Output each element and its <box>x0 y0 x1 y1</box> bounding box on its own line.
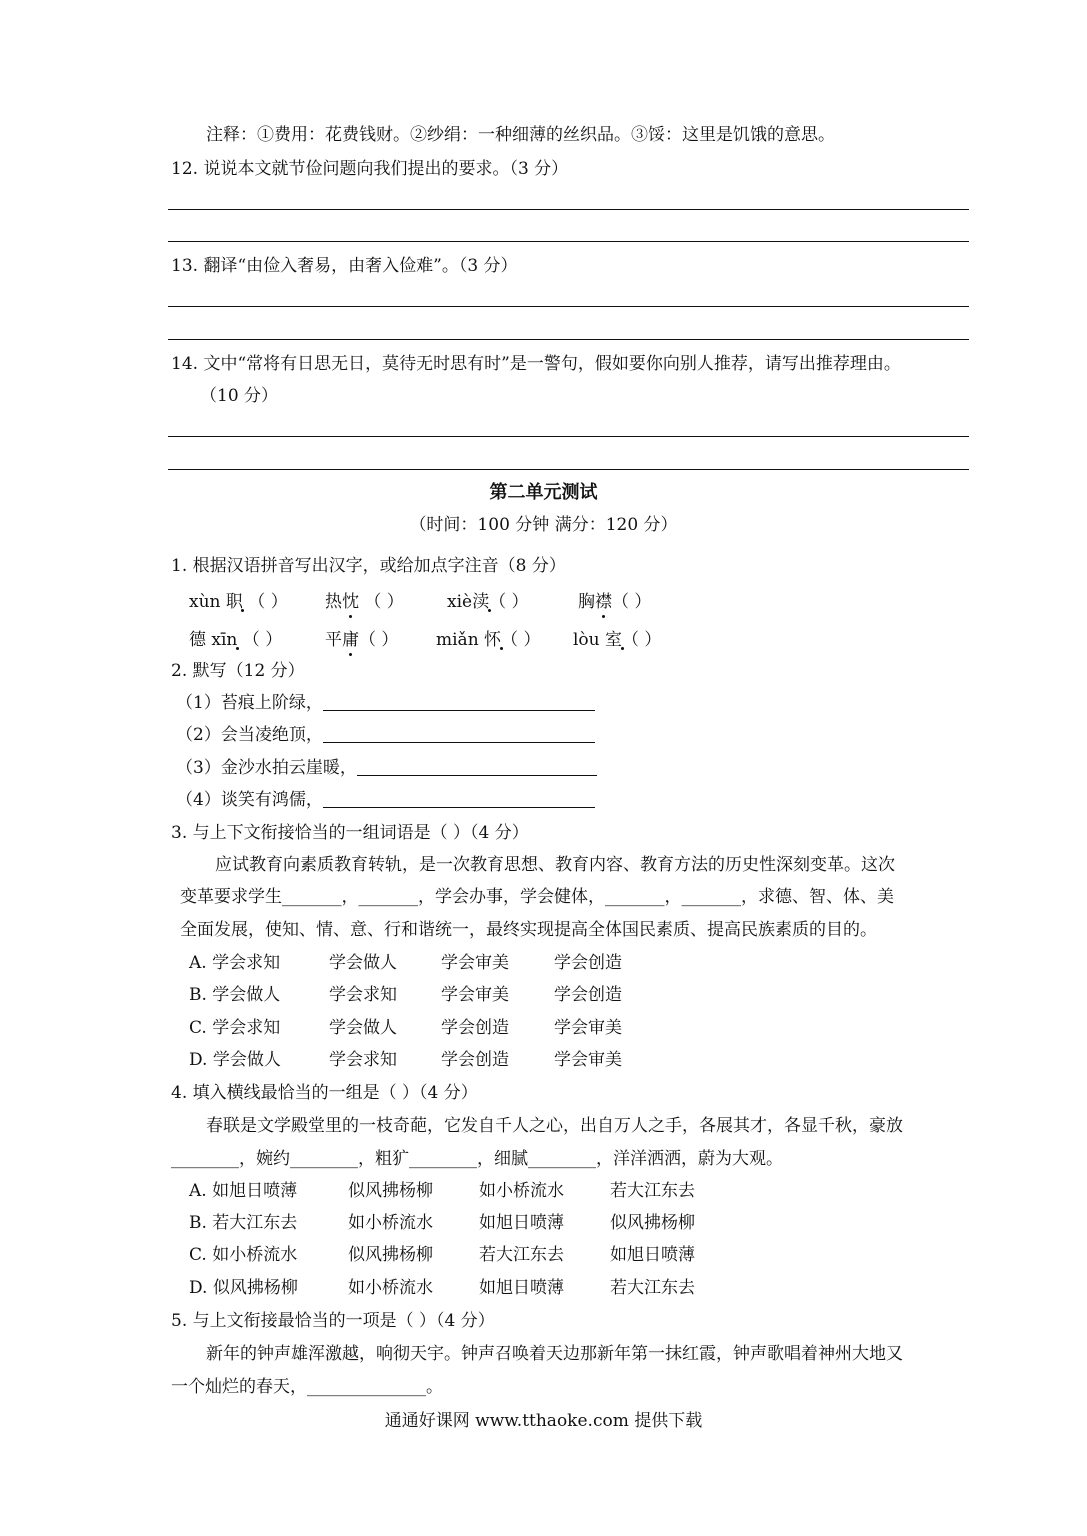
fill-blank[interactable] <box>323 789 595 808</box>
pinyin-item: 胸襟（ ） <box>578 592 652 612</box>
dictation-item-3: （3）金沙水拍云崖暖， <box>176 757 597 779</box>
page-footer: 通通好课网 www.tthaoke.com 提供下载 <box>384 1411 703 1431</box>
pinyin-item: 平庸（ ） <box>325 630 399 650</box>
fill-blank[interactable] <box>357 757 597 776</box>
question-13: 13. 翻译“由俭入奢易，由奢入俭难”。（3 分） <box>171 256 518 276</box>
fill-blank[interactable] <box>323 692 595 711</box>
unit-subtitle: （时间：100 分钟 满分：120 分） <box>409 515 678 535</box>
question-12: 12. 说说本文就节俭问题向我们提出的要求。（3 分） <box>171 159 569 179</box>
pinyin-item: lòu 室（ ） <box>573 630 662 650</box>
unit-title: 第二单元测试 <box>489 482 598 503</box>
passage-line: 全面发展，使知、情、意、行和谐统一，最终实现提高全体国民素质、提高民族素质的目的。 <box>180 920 877 940</box>
question-1: 1. 根据汉语拼音写出汉字，或给加点字注音（8 分） <box>171 556 566 576</box>
dictation-item-2: （2）会当凌绝顶， <box>176 724 595 746</box>
answer-line[interactable] <box>168 306 969 307</box>
passage-line: 新年的钟声雄浑激越，响彻天宇。钟声召唤着天边那新年第一抹红霞，钟声歌唱着神州大地又 <box>206 1344 903 1364</box>
pinyin-item: 德 xīn （ ） <box>189 630 283 650</box>
pinyin-item: xùn 职 （ ） <box>189 592 288 612</box>
answer-line[interactable] <box>168 436 969 437</box>
answer-line[interactable] <box>168 469 969 470</box>
footer-link[interactable]: www.tthaoke.com <box>475 1411 629 1431</box>
pinyin-item: miǎn 怀（ ） <box>436 630 541 650</box>
passage-line: 变革要求学生_______，_______，学会办事，学会健体，_______，_______，求德、智、体、美 <box>180 887 894 907</box>
dictation-item-1: （1）苔痕上阶绿， <box>176 692 595 714</box>
answer-line[interactable] <box>168 241 969 242</box>
fill-blank[interactable] <box>323 724 595 743</box>
passage-line: 春联是文学殿堂里的一枝奇葩，它发自千人之心，出自万人之手，各展其才，各显千秋，豪放 <box>206 1116 903 1136</box>
question-3: 3. 与上下文衔接恰当的一组词语是（ ）（4 分） <box>171 823 529 843</box>
question-5: 5. 与上文衔接最恰当的一项是（ ）（4 分） <box>171 1311 495 1331</box>
passage-line: 应试教育向素质教育转轨，是一次教育思想、教育内容、教育方法的历史性深刻变革。这次 <box>215 855 895 875</box>
dictation-item-4: （4）谈笑有鸿儒， <box>176 789 595 811</box>
question-4: 4. 填入横线最恰当的一组是（ ）（4 分） <box>171 1083 478 1103</box>
passage-line: ________，婉约________，粗犷________，细腻________，洋洋洒洒，蔚为大观。 <box>171 1149 783 1169</box>
question-2: 2. 默写（12 分） <box>171 661 305 681</box>
question-14-score: （10 分） <box>200 386 279 406</box>
annotation-note: 注释：①费用：花费钱财。②纱绢：一种细薄的丝织品。③馁：这里是饥饿的意思。 <box>206 125 835 145</box>
answer-line[interactable] <box>168 339 969 340</box>
pinyin-item: xiè渎（ ） <box>447 592 529 612</box>
answer-line[interactable] <box>168 209 969 210</box>
question-14: 14. 文中“常将有日思无日，莫待无时思有时”是一警句，假如要你向别人推荐，请写出推荐理由。 <box>171 354 901 374</box>
passage-line: 一个灿烂的春天，______________。 <box>171 1377 443 1397</box>
pinyin-item: 热忱 （ ） <box>325 592 404 612</box>
